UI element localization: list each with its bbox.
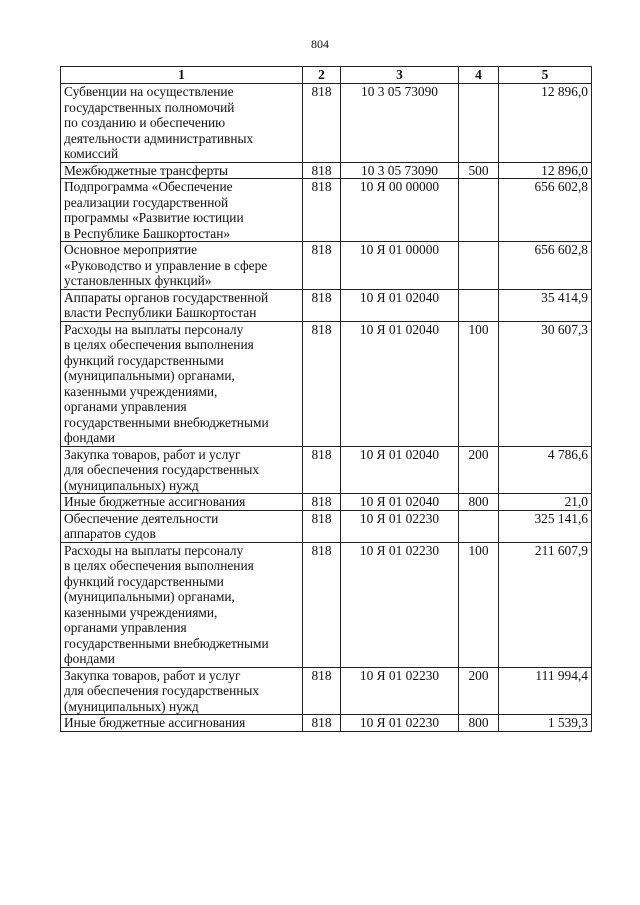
- row-code-cell: 818: [303, 446, 341, 494]
- row-article-cell: 10 Я 01 02040: [341, 289, 459, 321]
- table-row: [61, 321, 592, 446]
- row-name-cell: [61, 715, 303, 732]
- row-name-cell: [61, 242, 303, 290]
- table-row: [61, 179, 592, 242]
- row-article-cell: 10 Я 01 02040: [341, 446, 459, 494]
- row-article-cell: 10 Я 00 00000: [341, 179, 459, 242]
- row-name-cell: [61, 542, 303, 667]
- row-name-line: (муниципальными) органами,: [64, 589, 235, 604]
- row-name-line: деятельности административных: [64, 130, 254, 146]
- row-name-line: функций государственными: [64, 573, 224, 589]
- row-code-cell: 818: [303, 162, 341, 179]
- row-type-cell: 200: [459, 446, 499, 494]
- row-code-cell: 818: [303, 542, 341, 667]
- row-type-cell: 500: [459, 162, 499, 179]
- row-name-line: для обеспечения государственных: [64, 683, 260, 698]
- row-name-line: Субвенции на осуществление: [64, 84, 234, 99]
- row-name-cell: [61, 179, 303, 242]
- row-name-line: установленных функций»: [64, 273, 212, 288]
- table-row: [61, 84, 592, 163]
- row-code-cell: 818: [303, 84, 341, 163]
- row-name-cell: [61, 289, 303, 321]
- row-type-cell: 100: [459, 321, 499, 446]
- row-type-cell: 800: [459, 494, 499, 511]
- row-amount-cell: 30 607,3: [499, 321, 592, 446]
- row-name-cell: [61, 84, 303, 163]
- row-amount-cell: 1 539,3: [499, 715, 592, 732]
- row-name-cell: [61, 321, 303, 446]
- row-amount-cell: 4 786,6: [499, 446, 592, 494]
- row-amount-cell: 111 994,4: [499, 667, 592, 715]
- row-name-cell: [61, 494, 303, 511]
- row-code-cell: 818: [303, 510, 341, 542]
- row-code-cell: 818: [303, 242, 341, 290]
- header-col-1: 1: [61, 67, 303, 84]
- table-row: [61, 242, 592, 290]
- row-name-line: Межбюджетные трансферты: [64, 162, 228, 178]
- row-name-line: по созданию и обеспечению: [64, 115, 226, 130]
- row-name-line: Иные бюджетные ассигнования: [64, 715, 246, 730]
- row-code-cell: 818: [303, 667, 341, 715]
- row-type-cell: 100: [459, 542, 499, 667]
- row-name-line: Основное мероприятие: [64, 242, 198, 257]
- row-type-cell: [459, 289, 499, 321]
- row-name-line: Закупка товаров, работ и услуг: [64, 446, 241, 462]
- row-name-line: фондами: [64, 651, 115, 666]
- row-type-cell: [459, 84, 499, 163]
- row-name-line: Обеспечение деятельности: [64, 510, 219, 526]
- row-article-cell: 10 Я 01 02040: [341, 494, 459, 511]
- row-name-line: казенными учреждениями,: [64, 604, 218, 620]
- row-name-line: Подпрограмма «Обеспечение: [64, 179, 233, 194]
- row-article-cell: 10 Я 01 02230: [341, 667, 459, 715]
- row-article-cell: 10 Я 01 02230: [341, 542, 459, 667]
- row-name-line: функций государственными: [64, 352, 224, 368]
- row-name-line: Расходы на выплаты персоналу: [64, 542, 244, 558]
- row-name-cell: [61, 510, 303, 542]
- row-type-cell: 200: [459, 667, 499, 715]
- row-name-line: «Руководство и управление в сфере: [64, 257, 268, 273]
- row-name-line: казенными учреждениями,: [64, 383, 218, 399]
- row-name-line: Расходы на выплаты персоналу: [64, 321, 244, 337]
- row-name-line: аппаратов судов: [64, 526, 156, 541]
- row-amount-cell: 35 414,9: [499, 289, 592, 321]
- row-article-cell: 10 3 05 73090: [341, 84, 459, 163]
- header-col-4: 4: [459, 67, 499, 84]
- row-article-cell: 10 3 05 73090: [341, 162, 459, 179]
- row-amount-cell: 12 896,0: [499, 84, 592, 163]
- header-col-2: 2: [303, 67, 341, 84]
- row-name-line: (муниципальными) органами,: [64, 368, 235, 383]
- row-article-cell: 10 Я 01 02040: [341, 321, 459, 446]
- row-name-line: в целях обеспечения выполнения: [64, 337, 254, 352]
- header-row: [61, 67, 592, 84]
- row-code-cell: 818: [303, 289, 341, 321]
- row-type-cell: [459, 510, 499, 542]
- table-row: [61, 494, 592, 511]
- header-col-3: 3: [341, 67, 459, 84]
- row-name-cell: [61, 446, 303, 494]
- row-article-cell: 10 Я 01 02230: [341, 510, 459, 542]
- row-code-cell: 818: [303, 494, 341, 511]
- row-amount-cell: 325 141,6: [499, 510, 592, 542]
- table-row: [61, 446, 592, 494]
- page-number: 804: [311, 37, 329, 51]
- row-name-line: (муниципальных) нужд: [64, 698, 199, 714]
- row-name-line: в целях обеспечения выполнения: [64, 558, 254, 573]
- row-name-line: органами управления: [64, 620, 187, 635]
- header-col-5: 5: [499, 67, 592, 84]
- row-name-line: Аппараты органов государственной: [64, 289, 269, 305]
- budget-table: [60, 66, 592, 732]
- table-row: [61, 510, 592, 542]
- table-row: [61, 289, 592, 321]
- row-name-cell: [61, 162, 303, 179]
- row-type-cell: 800: [459, 715, 499, 732]
- row-name-line: (муниципальных) нужд: [64, 477, 199, 493]
- row-code-cell: 818: [303, 179, 341, 242]
- row-amount-cell: 12 896,0: [499, 162, 592, 179]
- row-amount-cell: 656 602,8: [499, 179, 592, 242]
- row-amount-cell: 656 602,8: [499, 242, 592, 290]
- row-article-cell: 10 Я 01 02230: [341, 715, 459, 732]
- row-type-cell: [459, 179, 499, 242]
- row-name-line: фондами: [64, 430, 115, 445]
- row-amount-cell: 21,0: [499, 494, 592, 511]
- row-code-cell: 818: [303, 321, 341, 446]
- table-row: [61, 162, 592, 179]
- row-name-cell: [61, 667, 303, 715]
- row-name-line: реализации государственной: [64, 194, 229, 210]
- row-name-line: органами управления: [64, 399, 187, 414]
- table-row: [61, 542, 592, 667]
- row-code-cell: 818: [303, 715, 341, 732]
- row-name-line: государственных полномочий: [64, 99, 235, 115]
- row-name-line: Закупка товаров, работ и услуг: [64, 667, 241, 683]
- row-name-line: государственными внебюджетными: [64, 635, 269, 651]
- row-name-line: государственными внебюджетными: [64, 414, 269, 430]
- table-row: [61, 667, 592, 715]
- row-amount-cell: 211 607,9: [499, 542, 592, 667]
- row-name-line: для обеспечения государственных: [64, 462, 260, 477]
- row-type-cell: [459, 242, 499, 290]
- row-name-line: власти Республики Башкортостан: [64, 305, 257, 320]
- table-row: [61, 715, 592, 732]
- row-name-line: Иные бюджетные ассигнования: [64, 494, 246, 509]
- row-name-line: комиссий: [64, 146, 119, 161]
- row-name-line: в Республике Башкортостан»: [64, 225, 231, 241]
- row-article-cell: 10 Я 01 00000: [341, 242, 459, 290]
- row-name-line: программы «Развитие юстиции: [64, 210, 244, 225]
